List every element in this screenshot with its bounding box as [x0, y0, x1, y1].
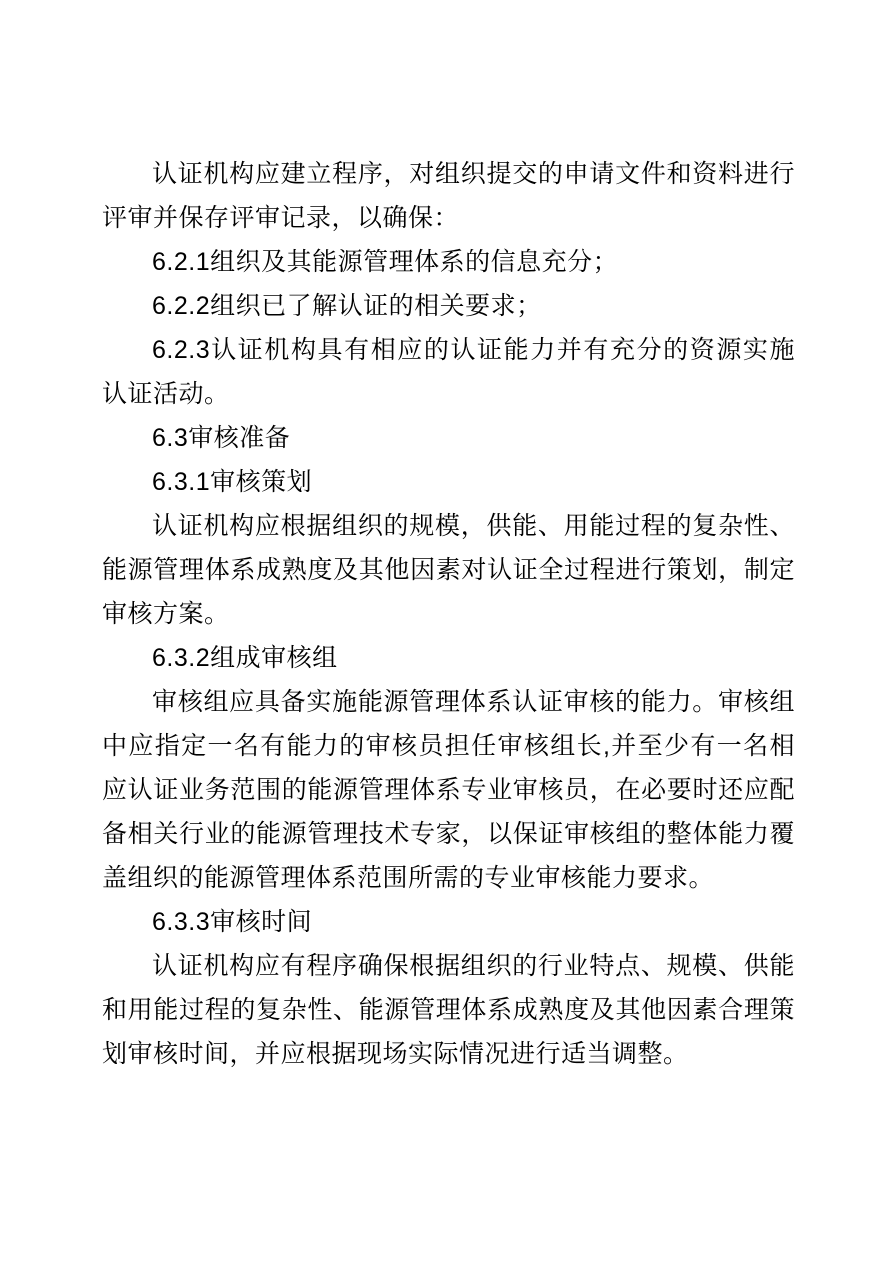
para-audit-time: 认证机构应有程序确保根据组织的行业特点、规模、供能和用能过程的复杂性、能源管理体系成熟度及其他因素合理策划审核时间，并应根据现场实际情况进行适当调整。	[102, 952, 795, 1068]
heading-6-3-3: 6.3.3审核时间	[152, 908, 313, 936]
heading-6-3-2: 6.3.2组成审核组	[152, 644, 338, 672]
document-body	[102, 152, 795, 1076]
para-application-review: 认证机构应建立程序，对组织提交的申请文件和资料进行评审并保存评审记录，以确保：	[102, 160, 795, 232]
clause-6-2-1: 6.2.1组织及其能源管理体系的信息充分；	[152, 248, 619, 276]
clause-6-2-2: 6.2.2组织已了解认证的相关要求；	[152, 292, 542, 320]
clause-6-2-3: 6.2.3认证机构具有相应的认证能力并有充分的资源实施认证活动。	[102, 336, 795, 408]
para-audit-team: 审核组应具备实施能源管理体系认证审核的能力。审核组中应指定一名有能力的审核员担任审核组长,并至少有一名相应认证业务范围的能源管理体系专业审核员，在必要时还应配备相关行业的能源管理技术专家，以保证审核组的整体能力覆盖组织的能源管理体系范围所需的专业审核能力要求。	[102, 688, 795, 892]
para-audit-planning: 认证机构应根据组织的规模，供能、用能过程的复杂性、能源管理体系成熟度及其他因素对认证全过程进行策划，制定审核方案。	[102, 512, 795, 628]
heading-6-3-1: 6.3.1审核策划	[152, 468, 313, 496]
heading-6-3: 6.3审核准备	[152, 424, 291, 452]
